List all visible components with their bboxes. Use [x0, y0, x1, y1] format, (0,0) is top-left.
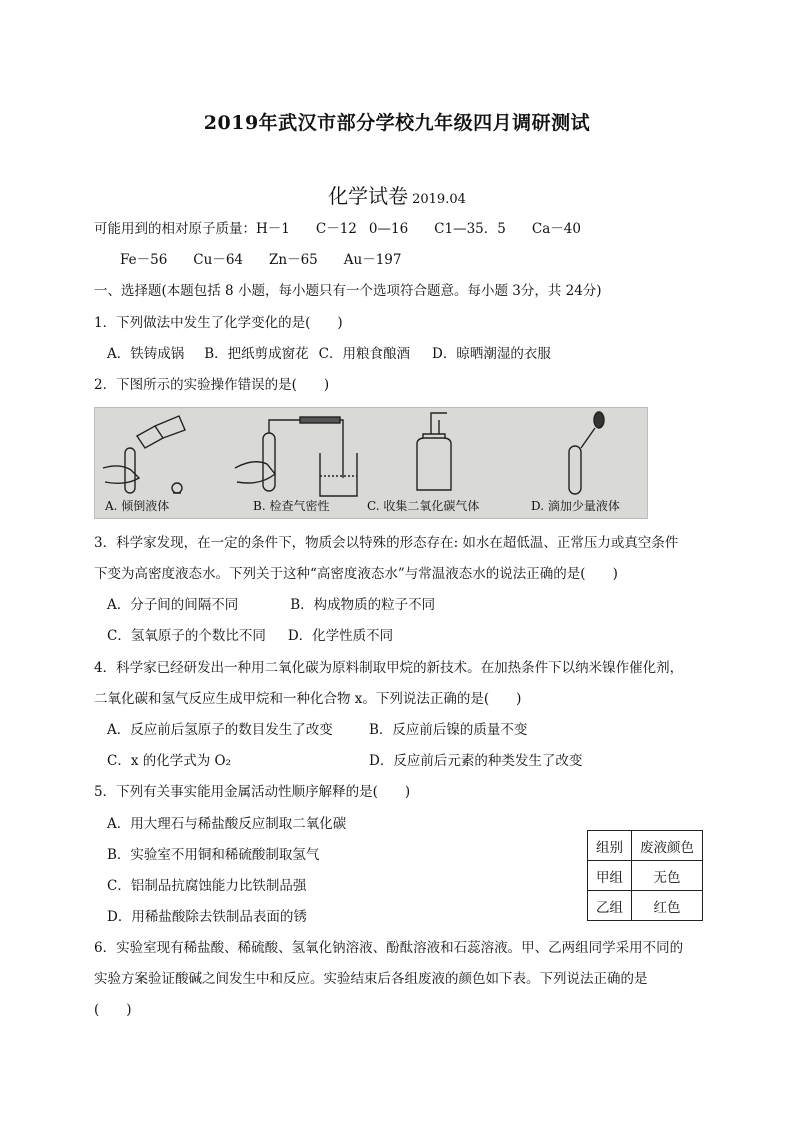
dropping-liquid-drawing [569, 412, 604, 494]
section-heading: 一、选择题(本题包括 8 小题，每小题只有一个选项符合题意。每小题 3分，共 24分) [94, 283, 602, 299]
question-1-options [107, 345, 551, 363]
q1-option-d: D．晾晒潮湿的衣服 [432, 346, 551, 362]
mass-cu: Cu－64 [193, 252, 243, 268]
q1-option-c: C．用粮食酿酒 [318, 346, 411, 362]
q5-option-a: A．用大理石与稀盐酸反应制取二氧化碳 [107, 816, 347, 832]
q3-option-c: C．氢氧原子的个数比不同 [107, 628, 266, 644]
q3-option-a: A．分子间的间隔不同 [107, 597, 239, 613]
table-header-cell: 废液颜色 [632, 831, 703, 861]
mass-o: 0—16 [368, 221, 409, 237]
question-3-options-row-1 [107, 596, 435, 614]
question-2-stem: 2．下图所示的实验操作错误的是( ) [94, 377, 330, 393]
q1-option-a: A．铁铸成锅 [107, 346, 185, 362]
mass-h: H－1 [256, 221, 290, 237]
exam-title: 2019年武汉市部分学校九年级四月调研测试 [203, 112, 591, 134]
airtightness-drawing [235, 417, 357, 496]
q4-option-a: A．反应前后氢原子的数目发生了改变 [107, 722, 333, 738]
q4-option-d: D．反应前后元素的种类发生了改变 [369, 753, 583, 769]
mass-cl: C1—35．5 [434, 221, 506, 237]
q4-option-b: B．反应前后镍的质量不变 [369, 722, 528, 738]
question-3-stem-line-1: 3．科学家发现，在一定的条件下，物质会以特殊的形态存在: 如水在超低温、正常压力或真空条件 [94, 535, 679, 551]
q5-option-c: C．铝制品抗腐蚀能力比铁制品强 [107, 878, 307, 894]
figure-label-d: D. 滴加少量液体 [531, 499, 620, 513]
table-row [588, 891, 703, 921]
question-6-stem-line-2: 实验方案验证酸碱之间发生中和反应。实验结束后各组废液的颜色如下表。下列说法正确的是 [94, 971, 648, 987]
table-cell: 红色 [632, 891, 703, 921]
atomic-masses-line-2 [120, 251, 401, 269]
figure-label-c: C. 收集二氧化碳气体 [367, 499, 480, 513]
exam-date: 2019.04 [412, 192, 466, 207]
question-3-stem-line-2: 下变为高密度液态水。下列关于这种“高密度液态水”与常温液态水的说法正确的是( ) [94, 566, 618, 582]
table-cell: 甲组 [588, 861, 632, 891]
question-5-stem: 5．下列有关事实能用金属活动性顺序解释的是( ) [94, 784, 411, 800]
waste-liquid-table [587, 830, 703, 921]
question-4-options-row-1 [107, 721, 527, 739]
mass-au: Au－197 [343, 252, 402, 268]
q5-option-d: D．用稀盐酸除去铁制品表面的锈 [107, 909, 307, 925]
question-1-stem: 1．下列做法中发生了化学变化的是( ) [94, 315, 343, 331]
mass-fe: Fe－56 [120, 252, 168, 268]
question-4-stem-line-2: 二氧化碳和氢气反应生成甲烷和一种化合物 x。下列说法正确的是( ) [94, 691, 522, 707]
question-3-options-row-2 [107, 627, 393, 645]
figure-label-a: A. 倾倒液体 [105, 499, 170, 513]
question-4-options-row-2 [107, 752, 582, 770]
q1-option-b: B．把纸剪成窗花 [204, 346, 309, 362]
q4-option-c: C．x 的化学式为 O₂ [107, 753, 232, 769]
question-6-stem-line-1: 6．实验室现有稀盐酸、稀硫酸、氢氧化钠溶液、酚酞溶液和石蕊溶液。甲、乙两组同学采用不同的 [94, 940, 684, 956]
gas-collection-drawing [417, 413, 451, 490]
figure-label-b: B. 检查气密性 [253, 499, 330, 513]
table-header-row [588, 831, 703, 861]
question-6-stem-line-3: ( ) [94, 1002, 132, 1018]
table-cell: 无色 [632, 861, 703, 891]
q3-option-b: B．构成物质的粒子不同 [290, 597, 436, 613]
experiment-figure [94, 407, 648, 519]
atomic-masses-line-1 [94, 220, 581, 238]
table-row [588, 861, 703, 891]
q5-option-b: B．实验室不用铜和稀硫酸制取氢气 [107, 847, 320, 863]
table-header-cell: 组别 [588, 831, 632, 861]
atomic-masses-label: 可能用到的相对原子质量： [94, 221, 256, 237]
exam-subtitle [0, 180, 794, 209]
mass-c: C－12 [315, 221, 357, 237]
mass-zn: Zn－65 [269, 252, 318, 268]
pouring-liquid-drawing [103, 416, 185, 493]
question-4-stem-line-1: 4．科学家已经研发出一种用二氧化碳为原料制取甲烷的新技术。在加热条件下以纳米镍作催化剂， [94, 660, 684, 676]
table-cell: 乙组 [588, 891, 632, 921]
q3-option-d: D．化学性质不同 [287, 628, 394, 644]
mass-ca: Ca－40 [531, 221, 581, 237]
subject-title: 化学试卷 [328, 184, 409, 208]
